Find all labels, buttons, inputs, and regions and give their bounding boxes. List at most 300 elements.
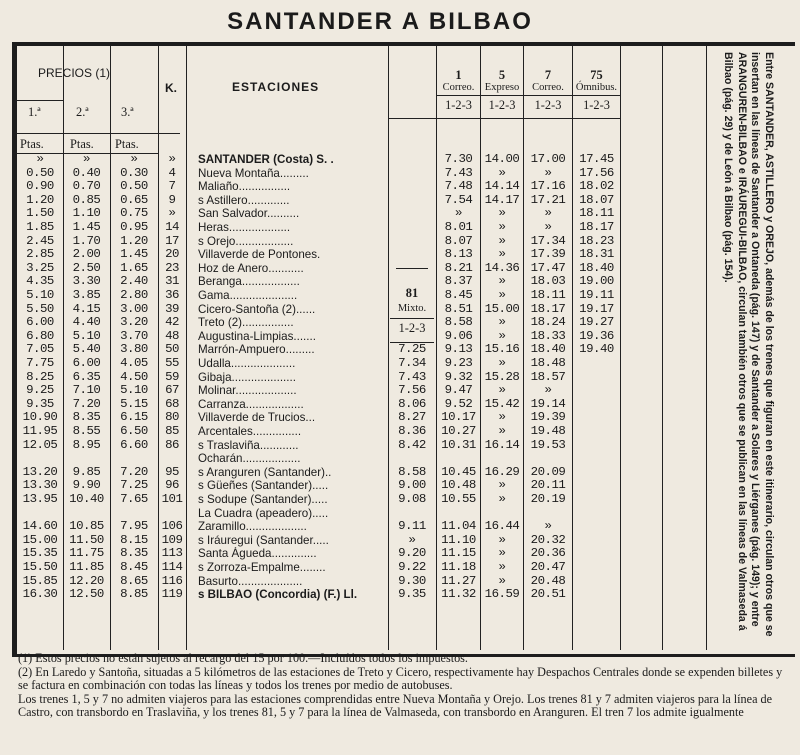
station-name: Santa Águeda.............. bbox=[198, 547, 317, 561]
time-75: 17.45 bbox=[579, 152, 614, 166]
station-name: s Aranguren (Santander).. bbox=[198, 465, 332, 479]
station-name: Zaramillo................... bbox=[198, 520, 307, 534]
km-cell: 55 bbox=[165, 356, 179, 370]
km-cell: 86 bbox=[165, 437, 179, 452]
time-75: 19.11 bbox=[579, 288, 614, 302]
price-3rd: 3.70 bbox=[120, 328, 148, 343]
time-1: 9.32 bbox=[444, 369, 473, 384]
time-5: » bbox=[498, 573, 506, 588]
price-3rd: 7.65 bbox=[120, 492, 148, 506]
km-cell: 106 bbox=[161, 519, 183, 534]
price-2nd: 8.55 bbox=[72, 424, 101, 438]
price-1st: 8.25 bbox=[26, 369, 54, 384]
train-num: 1 bbox=[455, 68, 462, 82]
price-3rd: 6.15 bbox=[120, 410, 148, 425]
price-3rd: 1.65 bbox=[120, 260, 148, 275]
price-1st: 13.20 bbox=[22, 464, 58, 479]
price-2nd: 1.45 bbox=[72, 220, 101, 234]
column-rule bbox=[706, 46, 707, 650]
time-1: 7.48 bbox=[444, 179, 473, 194]
train-num: 75 bbox=[590, 68, 603, 82]
price-1st: 6.00 bbox=[26, 315, 54, 330]
estaciones-header: ESTACIONES bbox=[232, 80, 320, 94]
price-2nd: 2.00 bbox=[72, 247, 101, 262]
station-name: s Zorroza-Empalme........ bbox=[198, 561, 326, 574]
time-5: » bbox=[498, 315, 506, 330]
price-1st: 15.35 bbox=[22, 546, 58, 561]
station-name: Treto (2)................ bbox=[198, 316, 294, 330]
time-5: » bbox=[498, 410, 506, 425]
km-cell: 36 bbox=[165, 288, 179, 302]
station-name: Beranga.................. bbox=[198, 275, 300, 289]
time-5: » bbox=[498, 492, 506, 506]
time-5: » bbox=[498, 288, 506, 302]
km-cell: 95 bbox=[165, 464, 179, 479]
time-5: » bbox=[498, 220, 506, 234]
price-1st: 13.30 bbox=[22, 478, 58, 493]
km-cell: 9 bbox=[168, 192, 176, 207]
time-5: » bbox=[498, 478, 506, 493]
price-2nd: 8.95 bbox=[72, 437, 101, 452]
price-2nd: 8.35 bbox=[72, 410, 101, 425]
time-1: 7.30 bbox=[444, 152, 473, 166]
time-7: » bbox=[544, 206, 552, 221]
price-3rd: 1.20 bbox=[120, 233, 148, 248]
footnote-3: Los trenes 1, 5 y 7 no admiten viajeros para las estaciones comprendidas entre Nueva Montaña y Orejo. Los trenes 81 y 7 admiten viajeros para la línea de Castro, con transbordo en Traslaviña, y los trenes 81, 5 y 7 para la línea de Valmaseda, con transbordo en Aranguren. El tren 7 los admite igualmente bbox=[18, 691, 773, 720]
time-5: 16.29 bbox=[484, 464, 520, 479]
station-name: Udalla.................... bbox=[198, 357, 296, 370]
price-1st: 0.50 bbox=[26, 165, 54, 180]
row-rule bbox=[388, 118, 436, 119]
price-3rd: 0.95 bbox=[120, 220, 148, 234]
km-header: K. bbox=[165, 81, 177, 95]
time-7: 18.57 bbox=[530, 369, 566, 384]
station-name: s Iráuregui (Santander..... bbox=[198, 533, 329, 547]
currency-2: Ptas. bbox=[70, 137, 94, 151]
time-75: 19.40 bbox=[579, 342, 614, 357]
price-3rd: 3.80 bbox=[120, 342, 148, 357]
train-type: Correo. bbox=[442, 82, 475, 93]
precios-header: PRECIOS (1) bbox=[38, 66, 111, 80]
time-7: » bbox=[544, 220, 552, 234]
price-2nd: 0.85 bbox=[72, 192, 101, 207]
footnote-1: (1) Estos precios no están sujetos al recargo del 15 por 100.—Incluídos todos los impuestos. bbox=[18, 651, 468, 665]
time-7: 19.53 bbox=[530, 437, 566, 452]
price-2nd: 3.85 bbox=[72, 288, 101, 302]
price-3rd: 4.50 bbox=[120, 369, 148, 384]
price-1st: 16.30 bbox=[22, 587, 58, 602]
time-81: 9.22 bbox=[398, 560, 426, 574]
km-cell: 50 bbox=[165, 342, 179, 357]
time-1: 10.45 bbox=[441, 464, 476, 479]
price-2nd: 6.00 bbox=[72, 356, 101, 370]
time-81: 7.56 bbox=[398, 383, 426, 398]
station-name: s Orejo.................. bbox=[198, 234, 294, 248]
time-1: 11.18 bbox=[441, 560, 476, 574]
price-2nd: 9.90 bbox=[72, 478, 101, 493]
time-81: 7.34 bbox=[398, 356, 426, 370]
train-num: 5 bbox=[498, 68, 506, 82]
row-rule bbox=[17, 133, 180, 134]
km-cell: 85 bbox=[165, 424, 179, 438]
price-2nd: 4.40 bbox=[72, 315, 101, 330]
time-81: » bbox=[408, 532, 416, 547]
price-2nd: 3.30 bbox=[72, 274, 101, 289]
price-2nd: 0.70 bbox=[72, 179, 101, 194]
currency-1: Ptas. bbox=[20, 137, 44, 151]
price-2nd: 11.85 bbox=[69, 560, 104, 574]
price-1st: 7.05 bbox=[26, 342, 54, 357]
time-1: 8.45 bbox=[444, 288, 473, 302]
time-1: 11.27 bbox=[441, 573, 476, 588]
train-num: 7 bbox=[544, 68, 552, 82]
price-2nd: 1.70 bbox=[72, 233, 101, 248]
km-cell: 7 bbox=[168, 179, 176, 194]
price-3rd: 8.45 bbox=[120, 560, 148, 574]
station-name: Nueva Montaña......... bbox=[198, 166, 309, 180]
time-1: 11.04 bbox=[441, 519, 476, 534]
time-5: » bbox=[498, 424, 506, 438]
column-rule bbox=[158, 46, 159, 650]
price-1st: 3.25 bbox=[26, 260, 54, 275]
time-7: » bbox=[544, 165, 552, 180]
time-7: 18.11 bbox=[530, 288, 566, 302]
station-name: Gibaja.................... bbox=[198, 370, 296, 384]
price-1st: » bbox=[36, 152, 44, 166]
time-75: 18.31 bbox=[579, 247, 614, 262]
time-1: 9.13 bbox=[444, 342, 473, 357]
time-7: 17.16 bbox=[530, 179, 566, 194]
time-1: 10.55 bbox=[441, 492, 476, 506]
row-rule bbox=[390, 342, 434, 343]
time-7: 20.19 bbox=[530, 492, 566, 506]
row-rule bbox=[390, 318, 434, 319]
time-1: 8.37 bbox=[444, 274, 473, 289]
train-classes: 1-2-3 bbox=[583, 98, 610, 112]
price-3rd: 0.50 bbox=[120, 179, 148, 194]
station-name: Molinar................... bbox=[198, 384, 297, 398]
time-7: 20.32 bbox=[530, 532, 566, 547]
price-1st: 9.25 bbox=[26, 383, 54, 398]
price-3rd: 3.20 bbox=[120, 315, 148, 330]
price-1st: 12.05 bbox=[22, 437, 58, 452]
page-title: SANTANDER A BILBAO bbox=[227, 8, 533, 35]
row-rule bbox=[17, 153, 158, 154]
price-3rd: 3.00 bbox=[120, 301, 148, 316]
time-7: 20.36 bbox=[530, 546, 566, 561]
time-81: 8.06 bbox=[398, 396, 426, 411]
time-5: 14.17 bbox=[484, 192, 520, 207]
train-classes: 1-2-3 bbox=[445, 98, 472, 112]
price-1st: 11.95 bbox=[22, 424, 58, 438]
time-75: 18.11 bbox=[579, 206, 614, 221]
train-81-number: 81 bbox=[405, 286, 419, 300]
station-name: Villaverde de Pontones. bbox=[198, 248, 321, 262]
station-name: Carranza.................. bbox=[198, 397, 304, 411]
time-7: 17.39 bbox=[530, 247, 566, 262]
time-81: 9.35 bbox=[398, 587, 426, 602]
km-cell: 114 bbox=[161, 560, 183, 574]
time-1: 8.21 bbox=[444, 260, 473, 275]
km-cell: » bbox=[168, 206, 176, 221]
time-5: » bbox=[498, 546, 506, 561]
price-1st: 2.45 bbox=[26, 233, 54, 248]
time-1: 10.48 bbox=[441, 478, 476, 493]
time-5: » bbox=[498, 356, 506, 370]
column-rule bbox=[388, 46, 389, 650]
price-1st: 15.50 bbox=[22, 560, 58, 574]
station-name: Heras................... bbox=[198, 221, 291, 234]
price-1st: 6.80 bbox=[26, 328, 54, 343]
time-81: 9.30 bbox=[398, 573, 426, 588]
time-75: 19.17 bbox=[579, 301, 614, 316]
km-cell: 17 bbox=[165, 233, 179, 248]
price-2nd: 5.10 bbox=[72, 328, 101, 343]
price-3rd: 8.35 bbox=[120, 546, 148, 561]
price-2nd: 7.20 bbox=[72, 396, 101, 411]
time-7: 18.48 bbox=[530, 356, 566, 370]
price-1st: 2.85 bbox=[26, 247, 54, 262]
time-81: 8.58 bbox=[398, 464, 426, 479]
class-3-header: 3.ª bbox=[121, 105, 134, 119]
km-cell: 109 bbox=[161, 532, 183, 547]
time-1: 7.43 bbox=[444, 165, 473, 180]
station-name: s Traslaviña............ bbox=[198, 438, 299, 452]
price-2nd: 9.85 bbox=[72, 464, 101, 479]
time-7: 18.03 bbox=[530, 274, 566, 289]
train-type: Expreso bbox=[484, 82, 520, 93]
row-rule bbox=[17, 100, 63, 101]
time-7: » bbox=[544, 383, 552, 398]
time-5: 16.44 bbox=[484, 519, 520, 534]
time-1: 8.07 bbox=[444, 233, 473, 248]
km-cell: 42 bbox=[165, 315, 179, 330]
km-cell: 4 bbox=[168, 165, 176, 180]
km-cell: 14 bbox=[165, 220, 179, 234]
price-3rd: 2.80 bbox=[120, 288, 148, 302]
price-2nd: 1.10 bbox=[72, 206, 101, 221]
time-1: 10.17 bbox=[441, 410, 476, 425]
price-3rd: » bbox=[130, 152, 138, 166]
station-name: Maliaño................ bbox=[198, 180, 291, 194]
time-81: 9.08 bbox=[398, 492, 426, 506]
price-3rd: 6.50 bbox=[120, 424, 148, 438]
price-2nd: 10.40 bbox=[69, 492, 104, 506]
side-note bbox=[655, 52, 790, 642]
time-1: 11.10 bbox=[441, 532, 476, 547]
time-81: 9.20 bbox=[398, 546, 426, 561]
price-1st: 10.90 bbox=[22, 410, 58, 425]
price-2nd: 0.40 bbox=[72, 165, 101, 180]
station-name: Augustina-Limpias....... bbox=[198, 329, 316, 343]
train-81-classes: 1-2-3 bbox=[398, 321, 426, 335]
time-1: 9.47 bbox=[444, 383, 473, 398]
time-5: » bbox=[498, 165, 506, 180]
km-cell: 59 bbox=[165, 369, 179, 384]
time-1: 11.32 bbox=[441, 587, 476, 602]
train-classes: 1-2-3 bbox=[488, 98, 516, 112]
time-1: 9.52 bbox=[444, 396, 473, 411]
column-rule bbox=[620, 46, 621, 650]
time-1: 9.23 bbox=[444, 356, 473, 370]
station-name: San Salvador.......... bbox=[198, 207, 300, 221]
price-3rd: 0.30 bbox=[120, 165, 148, 180]
price-3rd: 0.75 bbox=[120, 206, 148, 221]
footnote-2: (2) En Laredo y Santoña, situadas a 5 kilómetros de las estaciones de Treto y Cicero, respectivamente hay Despachos Centrales donde se expenden billetes y se factura en combinación con todas las líneas y todos los trenes por medio de autobuses. bbox=[18, 664, 783, 693]
price-1st: 5.50 bbox=[26, 301, 54, 316]
price-3rd: 6.60 bbox=[120, 437, 148, 452]
time-7: 18.17 bbox=[530, 301, 566, 316]
time-1: 11.15 bbox=[441, 546, 476, 561]
time-5: 14.14 bbox=[484, 179, 520, 194]
time-5: » bbox=[498, 233, 506, 248]
station-name: Ocharán.................. bbox=[198, 452, 301, 466]
time-81: 7.25 bbox=[398, 342, 426, 357]
time-7: 19.48 bbox=[530, 424, 566, 438]
time-7: 20.11 bbox=[530, 478, 566, 493]
time-1: 8.58 bbox=[444, 315, 473, 330]
price-2nd: 2.50 bbox=[72, 260, 101, 275]
row-rule bbox=[436, 95, 620, 96]
price-1st: 15.00 bbox=[22, 532, 58, 547]
time-7: 19.14 bbox=[530, 396, 566, 411]
time-75: 17.56 bbox=[579, 165, 614, 180]
km-cell: 23 bbox=[165, 260, 179, 275]
price-1st: 0.90 bbox=[26, 179, 54, 194]
km-cell: 116 bbox=[161, 573, 183, 588]
station-name: s BILBAO (Concordia) (F.) Ll. bbox=[198, 588, 358, 602]
price-1st: 1.20 bbox=[26, 192, 54, 207]
price-3rd: 0.65 bbox=[120, 192, 148, 207]
time-5: » bbox=[498, 328, 506, 343]
time-75: 18.07 bbox=[579, 192, 614, 207]
price-3rd: 5.10 bbox=[120, 383, 148, 398]
price-3rd: 4.05 bbox=[120, 356, 148, 370]
time-1: 8.51 bbox=[444, 301, 473, 316]
km-cell: 48 bbox=[165, 328, 179, 343]
price-3rd: 7.25 bbox=[120, 478, 148, 493]
station-name: Hoz de Anero........... bbox=[198, 261, 304, 275]
station-name: s Güeñes (Santander)..... bbox=[198, 479, 329, 493]
station-name: s Sodupe (Santander)..... bbox=[198, 493, 328, 506]
price-2nd: 10.85 bbox=[69, 519, 104, 534]
station-name: Marrón-Ampuero......... bbox=[198, 343, 315, 357]
currency-3: Ptas. bbox=[115, 137, 139, 151]
price-3rd: 5.15 bbox=[120, 396, 148, 411]
time-5: » bbox=[498, 532, 506, 547]
column-rule bbox=[523, 46, 524, 650]
km-cell: 96 bbox=[165, 478, 179, 493]
time-81: 7.43 bbox=[398, 369, 426, 384]
price-2nd: 12.50 bbox=[69, 587, 104, 602]
price-2nd: 4.15 bbox=[72, 301, 101, 316]
time-7: 17.00 bbox=[530, 152, 566, 166]
time-5: 16.59 bbox=[484, 587, 520, 602]
time-7: » bbox=[544, 519, 552, 534]
column-rule bbox=[480, 46, 481, 650]
time-7: 20.47 bbox=[530, 560, 566, 574]
time-5: » bbox=[498, 274, 506, 289]
km-cell: 68 bbox=[165, 396, 179, 411]
price-2nd: 5.40 bbox=[72, 342, 101, 357]
price-1st: 14.60 bbox=[22, 519, 58, 534]
time-1: 8.13 bbox=[444, 247, 473, 262]
price-2nd: 12.20 bbox=[69, 573, 104, 588]
time-5: » bbox=[498, 383, 506, 398]
time-75: 18.17 bbox=[579, 220, 614, 234]
column-rule bbox=[186, 46, 187, 650]
km-cell: 67 bbox=[165, 383, 179, 398]
side-note-text: Entre SANTANDER, ASTILLERO y OREJO, además de los trenes que figuran en este itinerario, circulan otros que se insertan en las líneas de Santander a Ontaneda (pág. 147) y de Santander a Solares y Liérganes (pág. 149); y entre ARANGUREN-BILBAO e IRÁUREGUI-BILBAO, circulan también otros que se publican en las líneas de Valmaseda á Bilbao (pág. 29) y de León á Bilbao (pág. 154). bbox=[722, 52, 775, 637]
train-type: Ómnibus. bbox=[575, 82, 618, 93]
km-cell: 20 bbox=[165, 247, 179, 262]
time-7: 18.24 bbox=[530, 315, 566, 330]
train-classes: 1-2-3 bbox=[534, 98, 562, 112]
km-cell: 113 bbox=[161, 546, 183, 561]
time-81: 9.11 bbox=[398, 519, 426, 534]
time-7: 18.33 bbox=[530, 328, 566, 343]
price-1st: 7.75 bbox=[26, 356, 54, 370]
column-rule bbox=[572, 46, 573, 650]
time-5: 14.00 bbox=[484, 152, 520, 166]
time-75: 19.27 bbox=[579, 315, 614, 330]
km-cell: 31 bbox=[165, 274, 179, 289]
station-name: Gama..................... bbox=[198, 289, 298, 302]
station-name: Cicero-Santoña (2)...... bbox=[198, 302, 316, 316]
station-name: s Astillero............. bbox=[198, 193, 290, 207]
time-81: 8.36 bbox=[398, 424, 426, 438]
column-rule bbox=[63, 46, 64, 650]
price-2nd: » bbox=[83, 152, 90, 166]
price-1st: 13.95 bbox=[22, 492, 58, 506]
time-5: 15.16 bbox=[484, 342, 520, 357]
price-1st: 1.50 bbox=[26, 206, 54, 221]
station-name: Arcentales............... bbox=[198, 425, 302, 438]
time-5: 16.14 bbox=[484, 437, 520, 452]
price-3rd: 2.40 bbox=[120, 274, 148, 289]
class-2-header: 2.ª bbox=[76, 105, 89, 119]
train-81-type: Mixto. bbox=[397, 303, 427, 314]
train-type: Correo. bbox=[532, 82, 564, 93]
time-5: 14.36 bbox=[484, 260, 520, 275]
time-75: 18.23 bbox=[579, 233, 614, 248]
price-1st: 9.35 bbox=[26, 396, 54, 411]
time-7: 18.40 bbox=[530, 342, 566, 357]
km-cell: 101 bbox=[161, 492, 183, 506]
price-2nd: 7.10 bbox=[72, 383, 101, 398]
station-name: Villaverde de Trucios... bbox=[198, 411, 316, 425]
station-name: La Cuadra (apeadero)..... bbox=[198, 506, 329, 520]
price-3rd: 8.85 bbox=[120, 587, 148, 602]
km-cell: 39 bbox=[165, 301, 179, 316]
time-1: » bbox=[455, 206, 462, 221]
time-1: 7.54 bbox=[444, 192, 473, 207]
row-rule bbox=[396, 268, 428, 269]
price-1st: 1.85 bbox=[26, 220, 54, 234]
price-3rd: 7.95 bbox=[120, 519, 148, 534]
price-1st: 5.10 bbox=[26, 288, 54, 302]
column-rule bbox=[110, 46, 111, 650]
price-2nd: 6.35 bbox=[72, 369, 101, 384]
time-7: 17.34 bbox=[530, 233, 566, 248]
time-81: 8.27 bbox=[398, 410, 426, 425]
time-5: » bbox=[498, 247, 506, 262]
time-75: 19.00 bbox=[579, 274, 614, 289]
time-7: 19.39 bbox=[530, 410, 566, 425]
footnotes bbox=[18, 652, 790, 720]
time-75: 18.02 bbox=[579, 179, 614, 194]
time-5: 15.42 bbox=[484, 396, 520, 411]
